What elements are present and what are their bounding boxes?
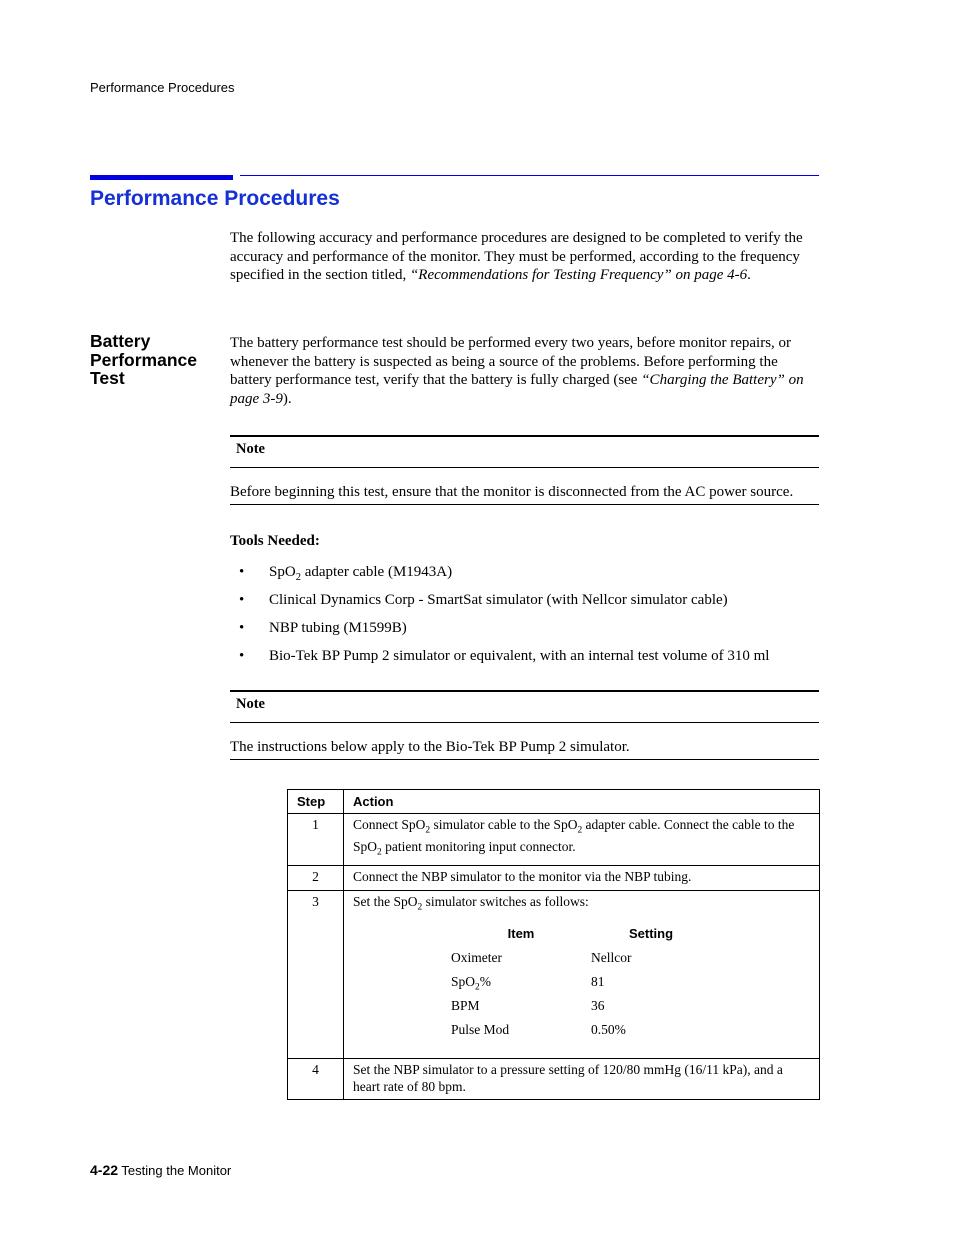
settings-header-item: Item: [507, 926, 535, 942]
list-item: • Bio-Tek BP Pump 2 simulator or equivalent, with an internal test volume of 310 ml: [239, 648, 770, 664]
step-action: Connect the NBP simulator to the monitor via the NBP tubing.: [344, 866, 820, 891]
table-row: [288, 1059, 820, 1100]
list-item: • NBP tubing (M1599B): [239, 620, 407, 636]
step-action: Set the SpO$_2$ simulator switches as follows: Item Setting Oximeter Nellcor SpO$_2$% 81 BPM 36 Pulse Mod 0.50%: [344, 890, 820, 1058]
step-number: 2: [288, 866, 344, 891]
note-label-1: Note: [236, 441, 265, 457]
settings-row: SpO$_2$% 81: [451, 974, 605, 993]
bullet-glyph: •: [239, 564, 245, 580]
steps-table: [287, 789, 820, 1100]
intro-link[interactable]: “Recommendations for Testing Frequency” on page 4-6: [409, 267, 748, 283]
step-action: Connect SpO$_2$ simulator cable to the SpO$_2$ adapter cable. Connect the cable to the SpO$_2$ patient monitoring input connector.: [344, 814, 820, 866]
battery-link[interactable]: “Charging the Battery” on page 3-9: [230, 372, 804, 407]
bullet-glyph: •: [239, 648, 245, 664]
table-header-row: [288, 790, 820, 814]
note-box-1: [230, 435, 819, 468]
step-action: Set the NBP simulator to a pressure setting of 120/80 mmHg (16/11 kPa), and a heart rate of 80 bpm.: [344, 1059, 820, 1100]
note-label-2: Note: [236, 696, 265, 712]
battery-text: The battery performance test should be performed every two years, before monitor repairs, or whenever the battery is suspected as being a source of the problems. Before performing the battery performance test, verify that the battery is fully charged (see: [230, 335, 792, 388]
footer: [90, 1162, 231, 1178]
intro-paragraph: [230, 229, 820, 285]
settings-table: [451, 926, 711, 1046]
step-number: 4: [288, 1059, 344, 1100]
intro-end: .: [747, 267, 751, 283]
page-title: Performance Procedures: [90, 187, 340, 210]
battery-paragraph: [230, 334, 820, 408]
bullet-glyph: •: [239, 592, 245, 608]
tools-label: Tools Needed:: [230, 533, 320, 549]
list-item: • SpO$_2$ adapter cable (M1943A): [239, 564, 453, 583]
note-text-1: Before beginning this test, ensure that the monitor is disconnected from the AC power source.: [230, 484, 819, 505]
bullet-glyph: •: [239, 620, 245, 636]
battery-end: ).: [282, 390, 292, 407]
title-rule-thick: [90, 175, 233, 180]
running-head: Performance Procedures: [90, 80, 235, 95]
settings-row: BPM 36: [451, 998, 605, 1014]
battery-heading: Battery Performance Test: [90, 331, 197, 388]
intro-text: The following accuracy and performance procedures are designed to be completed to verify the accuracy and performance of the monitor. They must be performed, according to the frequency specified in the section titled,: [230, 230, 803, 283]
step-number: 1: [288, 814, 344, 866]
settings-row: Oximeter Nellcor: [451, 950, 632, 966]
table-row: [288, 866, 820, 891]
table-row: [288, 890, 820, 1058]
settings-header-setting: Setting: [628, 926, 674, 942]
footer-page-number: 4-22: [90, 1162, 119, 1178]
note-text-2: The instructions below apply to the Bio-Tek BP Pump 2 simulator.: [230, 739, 819, 760]
list-item: • Clinical Dynamics Corp - SmartSat simulator (with Nellcor simulator cable): [239, 592, 728, 608]
title-rule-thin: [240, 175, 819, 176]
header-step: Step: [288, 790, 344, 814]
settings-row: Pulse Mod 0.50%: [451, 1022, 626, 1038]
tools-list: [239, 564, 769, 676]
footer-chapter: Testing the Monitor: [121, 1163, 232, 1178]
table-row: [288, 814, 820, 866]
step-number: 3: [288, 890, 344, 1058]
note-box-2: [230, 690, 819, 723]
header-action: Action: [344, 790, 820, 814]
